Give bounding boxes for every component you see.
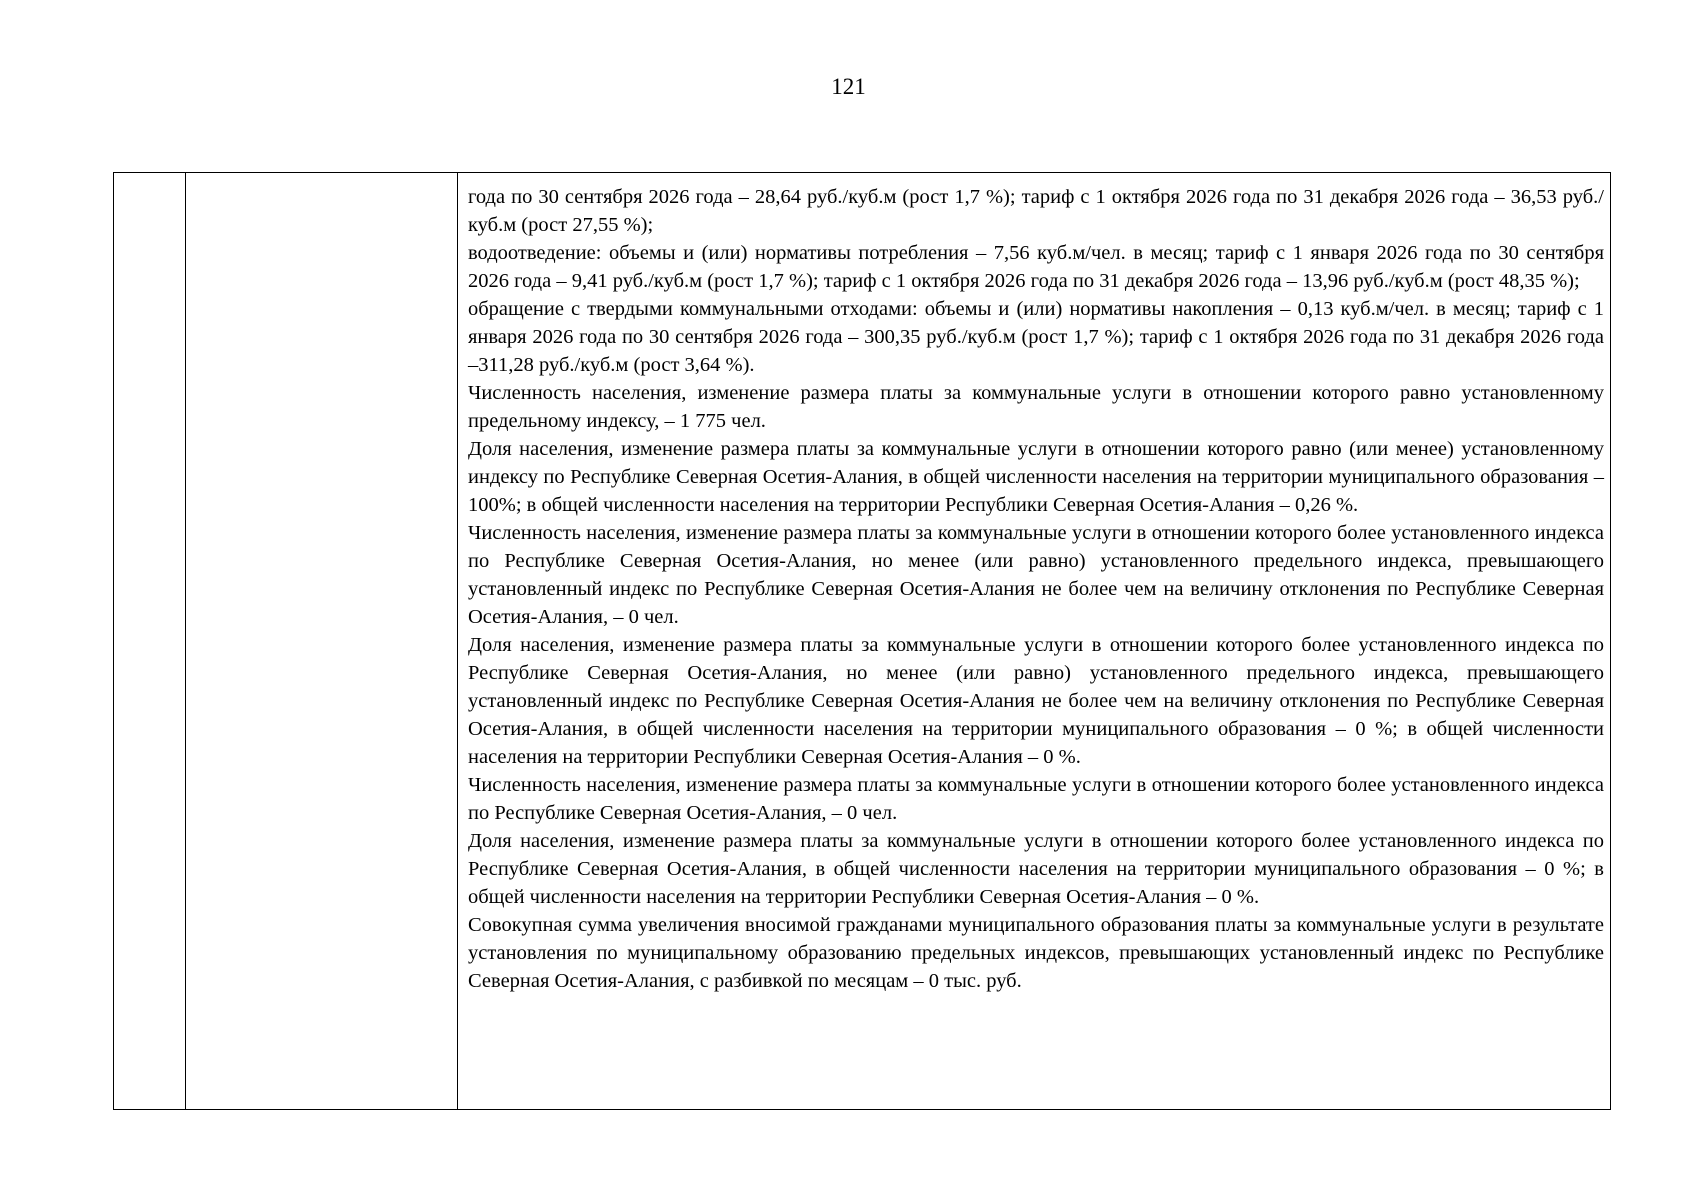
paragraph-wastewater: водоотведение: объемы и (или) нормативы потребления – 7,56 куб.м/чел. в месяц; тариф с 1 января 2026 года по 30 сентября 2026 года – 9,41 руб./куб.м (рост 1,7 %); тариф с 1 октября 2026 года по 31 декабря 2026 года – 13,96 руб./куб.м (рост 48,35 %); — [468, 242, 1604, 292]
page-number: 121 — [831, 74, 866, 99]
paragraph-water-supply-tariff: года по 30 сентября 2026 года – 28,64 руб./куб.м (рост 1,7 %); тариф с 1 октября 2026 года по 31 декабря 2026 года – 36,53 руб./куб.м (рост 27,55 %); — [468, 186, 1604, 236]
paragraph-share-equal-index: Доля населения, изменение размера платы за коммунальные услуги в отношении которого равно (или менее) установленному индексу по Республике Северная Осетия-Алания, в общей численности населения на территории муниципального образования – 100%; в общей численности населения на территории Республики Северная Осетия-Алания – 0,26 %. — [468, 438, 1604, 516]
table-row — [114, 173, 1611, 1110]
table-cell-content — [458, 173, 1611, 1110]
table-cell-number — [114, 173, 186, 1110]
paragraph-population-above-index: Численность населения, изменение размера платы за коммунальные услуги в отношении которого более установленного индекса по Республике Северная Осетия-Алания, – 0 чел. — [468, 774, 1604, 824]
paragraph-solid-waste: обращение с твердыми коммунальными отходами: объемы и (или) нормативы накопления – 0,13 куб.м/чел. в месяц; тариф с 1 января 2026 года по 30 сентября 2026 года – 300,35 руб./куб.м (рост 1,7 %); тариф с 1 октября 2026 года по 31 декабря 2026 года –311,28 руб./куб.м (рост 3,64 %). — [468, 298, 1604, 376]
document-table — [113, 172, 1611, 1110]
table-cell-name — [186, 173, 458, 1110]
paragraph-population-equal-index: Численность населения, изменение размера платы за коммунальные услуги в отношении которого равно установленному предельному индексу, – 1 775 чел. — [468, 382, 1604, 432]
paragraph-share-above-index: Доля населения, изменение размера платы за коммунальные услуги в отношении которого более установленного индекса по Республике Северная Осетия-Алания, в общей численности населения на территории муниципального образования – 0 %; в общей численности населения на территории Республики Северная Осетия-Алания – 0 %. — [468, 830, 1604, 908]
paragraph-share-within-deviation: Доля населения, изменение размера платы за коммунальные услуги в отношении которого более установленного индекса по Республике Северная Осетия-Алания, но менее (или равно) установленного предельного индекса, превышающего установленный индекс по Республике Северная Осетия-Алания не более чем на величину отклонения по Республике Северная Осетия-Алания, в общей численности населения на территории муниципального образования – 0 %; в общей численности населения на территории Республики Северная Осетия-Алания – 0 %. — [468, 634, 1604, 768]
paragraph-population-within-deviation: Численность населения, изменение размера платы за коммунальные услуги в отношении которого более установленного индекса по Республике Северная Осетия-Алания, но менее (или равно) установленного предельного индекса, превышающего установленный индекс по Республике Северная Осетия-Алания не более чем на величину отклонения по Республике Северная Осетия-Алания, – 0 чел. — [468, 522, 1604, 628]
paragraph-total-increase: Совокупная сумма увеличения вносимой гражданами муниципального образования платы за коммунальные услуги в результате установления по муниципальному образованию предельных индексов, превышающих установленный индекс по Республике Северная Осетия-Алания, с разбивкой по месяцам – 0 тыс. руб. — [468, 914, 1604, 992]
